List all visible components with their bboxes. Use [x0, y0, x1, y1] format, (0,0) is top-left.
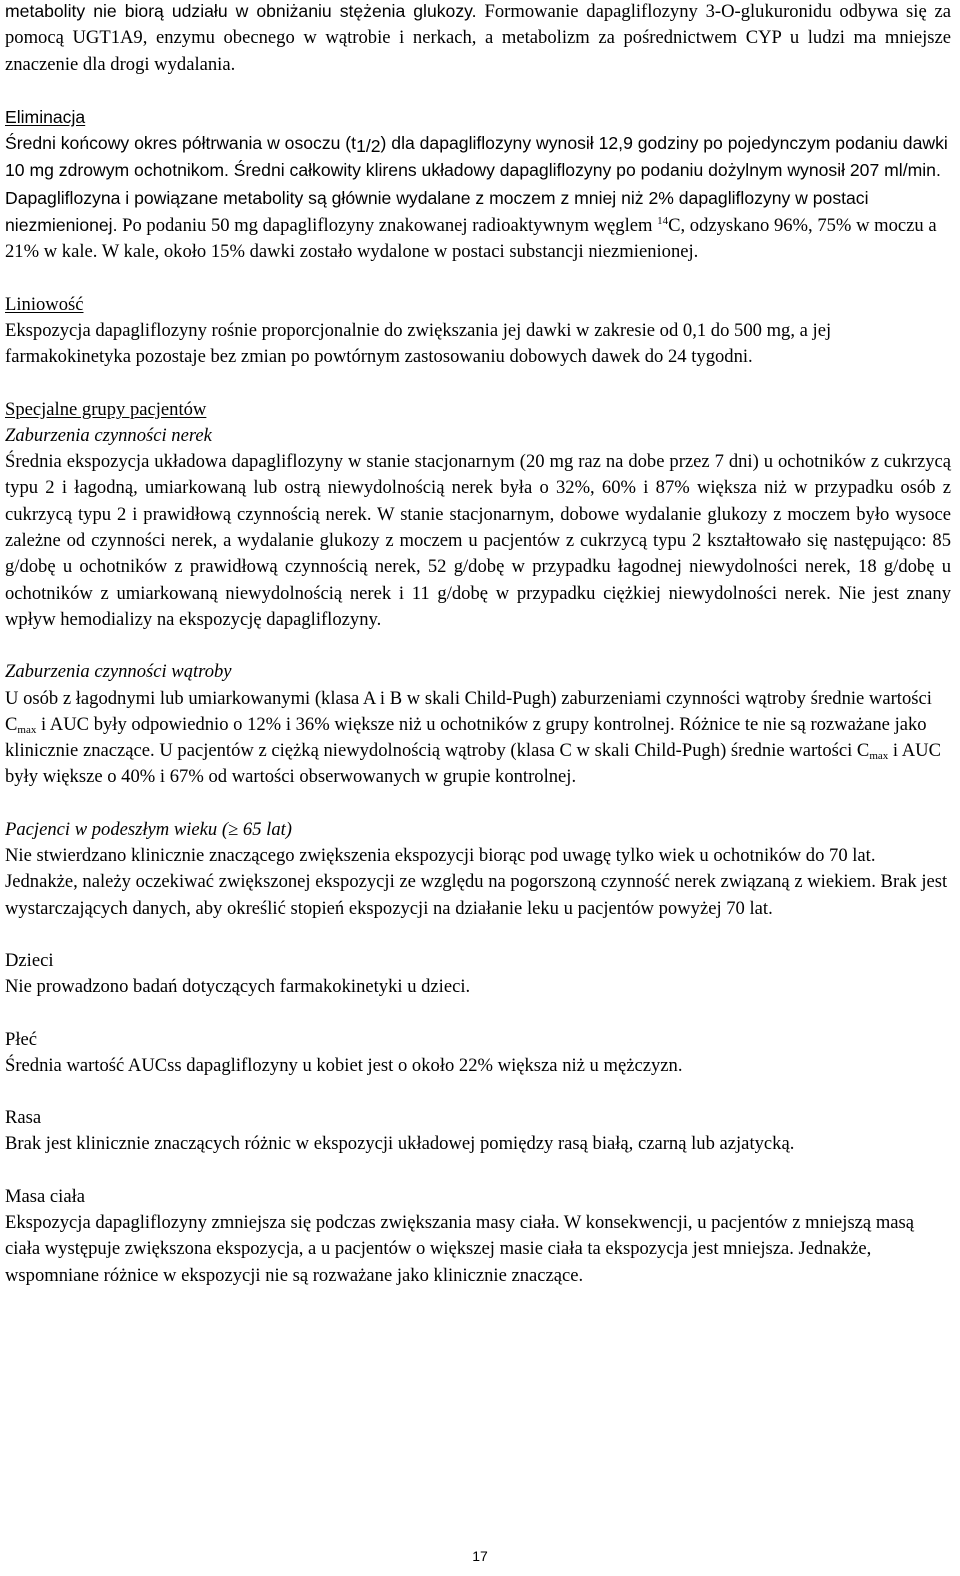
eliminacja-text-1: Średni końcowy okres półtrwania w osoczu (t: [5, 133, 357, 154]
intro-text-a: metabolity nie biorą udziału w obniżaniu stężenia glukozy.: [5, 1, 485, 21]
carbon-isotope-superscript: 14: [657, 215, 669, 228]
eliminacja-heading: Eliminacja: [5, 106, 86, 127]
liniowosc-heading: Liniowość: [5, 293, 84, 315]
intro-paragraph: [5, 0, 951, 78]
cmax-subscript-1: max: [17, 723, 37, 736]
zaburzenia-watroby-heading: Zaburzenia czynności wątroby: [5, 661, 232, 683]
half-life-subscript: 1/2: [356, 136, 381, 157]
eliminacja-text-2: ) dla dapagliflozyny wynosił 12,9 godziny po pojedynczym podaniu dawki 10 mg zdrowym ochotnikom. Średni całkowity klirens układowy dapagliflozyny po podaniu dożylnym wynosił 207 ml/min. Dapagliflozyna i powiązane metabolity są głównie wydalane z moczem z mniej niż 2% dapagliflozyny w postaci niezmienionej.: [5, 133, 948, 236]
podeszly-wiek-heading: Pacjenci w podeszłym wieku (≥ 65 lat): [5, 818, 292, 840]
rasa-paragraph: Brak jest klinicznie znaczących różnic w ekspozycji układowej pomiędzy rasą białą, czarną lub azjatycką.: [5, 1133, 795, 1155]
eliminacja-paragraph: [5, 130, 951, 265]
rasa-heading: Rasa: [5, 1107, 42, 1129]
podeszly-wiek-paragraph: Nie stwierdzano klinicznie znaczącego zwiększenia ekspozycji biorąc pod uwagę tylko wiek u ochotników do 70 lat. Jednakże, należy oczekiwać zwiększonej ekspozycji ze względu na pogorszoną czynność nerek związaną z wiekiem. Brak jest wystarczających danych, aby określić stopień ekspozycji na działanie leku u pacjentów powyżej 70 lat.: [5, 845, 948, 919]
zaburzenia-nerek-heading: Zaburzenia czynności nerek: [5, 424, 212, 446]
liniowosc-paragraph: Ekspozycja dapagliflozyny rośnie proporcjonalnie do zwiększania jej dawki w zakresie od 0,1 do 500 mg, a jej farmakokinetyka pozostaje bez zmian po powtórnym zastosowaniu dobowych dawek do 24 tygodni.: [5, 319, 832, 368]
dzieci-heading: Dzieci: [5, 949, 54, 971]
masa-ciala-heading: Masa ciała: [5, 1185, 86, 1207]
zaburzenia-watroby-paragraph: [5, 686, 951, 791]
page-number: 17: [472, 1548, 488, 1564]
watroba-text-1: U osób z łagodnymi lub umiarkowanymi (klasa A i B w skali Child-Pugh) zaburzeniami czynności wątroby średnie wartości C: [5, 687, 932, 735]
eliminacja-text-3: Po podaniu 50 mg dapagliflozyny znakowanej radioaktywnym węglem: [117, 215, 658, 237]
watroba-text-3: i AUC były większe o 40% i 67% od wartości obserwowanych w grupie kontrolnej.: [5, 740, 941, 788]
document-page: [5, 0, 951, 1289]
plec-heading: Płeć: [5, 1028, 38, 1050]
plec-paragraph: Średnia wartość AUCss dapagliflozyny u kobiet jest o około 22% większa niż u mężczyzn.: [5, 1054, 683, 1076]
cmax-subscript-2: max: [869, 750, 889, 763]
watroba-text-2: i AUC były odpowiednio o 12% i 36% większe niż u ochotników z grupy kontrolnej. Różnice te nie są rozważane jako klinicznie znaczące. U pacjentów z ciężką niewydolnością wątroby (klasa C w skali Child-Pugh) średnie wartości C: [5, 713, 927, 762]
eliminacja-text-4: C, odzyskano 96%, 75% w moczu a 21% w kale. W kale, około 15% dawki zostało wydalone w postaci substancji niezmienionej.: [5, 215, 937, 263]
masa-ciala-paragraph: Ekspozycja dapagliflozyny zmniejsza się podczas zwiększania masy ciała. W konsekwencji, u pacjentów z mniejszą masą ciała występuje zwiększona ekspozycja, a u pacjentów o większej masie ciała ta ekspozycja jest mniejsza. Jednakże, wspomniane różnice w ekspozycji nie są rozważane jako klinicznie znaczące.: [5, 1211, 915, 1286]
specjalne-grupy-heading: Specjalne grupy pacjentów: [5, 398, 207, 420]
dzieci-paragraph: Nie prowadzono badań dotyczących farmakokinetyki u dzieci.: [5, 976, 471, 998]
intro-text-b: Formowanie dapagliflozyny 3-O-glukuronidu odbywa się za pomocą UGT1A9, enzymu obecnego w wątrobie i nerkach, a metabolizm za pośrednictwem CYP u ludzi ma mniejsze znaczenie dla drogi wydalania.: [5, 1, 951, 75]
zaburzenia-nerek-paragraph: Średnia ekspozycja układowa dapagliflozyny w stanie stacjonarnym (20 mg raz na dobe przez 7 dni) u ochotników z cukrzycą typu 2 i łagodną, umiarkowaną lub ostrą niewydolnością nerek była o 32%, 60% i 87% większa niż w przypadku osób z cukrzycą typu 2 i prawidłową czynnością nerek. W stanie stacjonarnym, dobowe wydalanie glukozy z moczem było wysoce zależne od czynności nerek, a wydalanie glukozy z moczem u pacjentów z cukrzycą typu 2 kształtowało się następująco: 85 g/dobę u ochotników z prawidłową czynnością nerek, 52 g/dobę w przypadku łagodnej niewydolności nerek, 18 g/dobę u ochotników z umiarkowaną niewydolnością nerek i 11 g/dobę w przypadku ciężkiej niewydolności nerek. Nie jest znany wpływ hemodializy na ekspozycję dapagliflozyny.: [5, 451, 951, 630]
